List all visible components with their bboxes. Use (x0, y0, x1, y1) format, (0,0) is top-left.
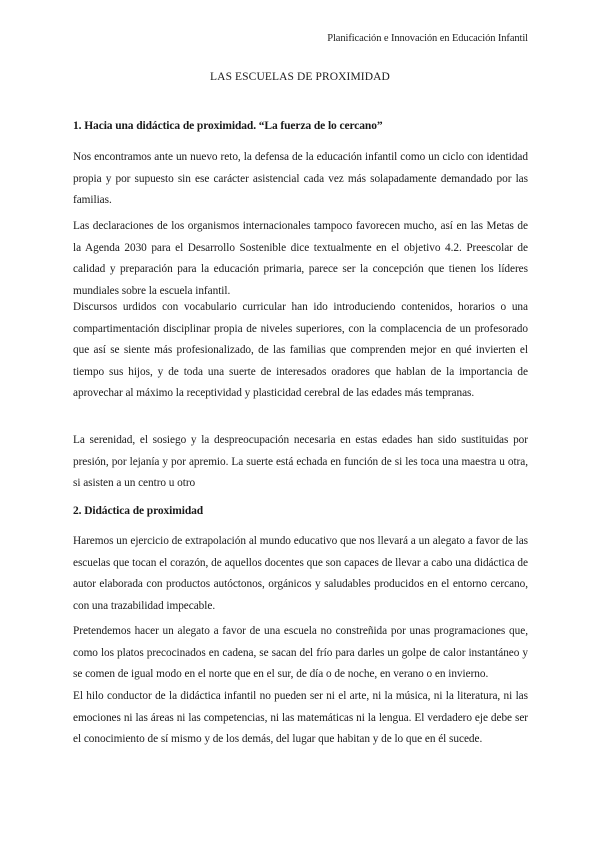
section-1-paragraph-4: La serenidad, el sosiego y la despreocupación necesaria en estas edades han sido sustituidas por presión, por lejanía y por apremio. La suerte está echada en función de si les toca una maestra u otra, si asisten a un centro u otro (73, 434, 528, 489)
document-title: LAS ESCUELAS DE PROXIMIDAD (210, 71, 390, 83)
section-2-heading: 2. Didáctica de proximidad (73, 505, 204, 517)
section-2-paragraph-2: Pretendemos hacer un alegato a favor de una escuela no constreñida por unas programaciones que, como los platos precocinados en cadena, se sacan del frío para darles un golpe de calor instantáneo y se comen de igual modo en el norte que en el sur, de día o de noche, en verano o en invierno. (73, 625, 528, 680)
section-2-paragraph-1: Haremos un ejercicio de extrapolación al mundo educativo que nos llevará a un alegato a favor de las escuelas que tocan el corazón, de aquellos docentes que son capaces de llevar a cabo una didáctica de autor elaborada con productos autóctonos, orgánicos y saludables producidos en el entorno cercano, con una trazabilidad impecable. (73, 535, 528, 612)
section-1-paragraph-2: Las declaraciones de los organismos internacionales tampoco favorecen mucho, así en las Metas de la Agenda 2030 para el Desarrollo Sostenible dice textualmente en el objetivo 4.2. Preescolar de calidad y preparación para la educación primaria, parece ser la concepción que tienen los líderes mundiales sobre la escuela infantil. (73, 220, 528, 297)
section-2-paragraph-3: El hilo conductor de la didáctica infantil no pueden ser ni el arte, ni la música, ni la literatura, ni las emociones ni las áreas ni las competencias, ni las matemáticas ni la lengua. El verdadero eje debe ser el conocimiento de sí mismo y de los demás, del lugar que habitan y de lo que en él sucede. (73, 690, 528, 745)
section-1-paragraph-3: Discursos urdidos con vocabulario curricular han ido introduciendo contenidos, horarios o una compartimentación disciplinar propia de niveles superiores, con la complacencia de un profesorado que así se siente más profesionalizado, de las familias que comprenden mejor en qué invierten el tiempo sus hijos, y de toda una suerte de interesados oradores que hablan de la importancia de aprovechar al máximo la receptividad y plasticidad cerebral de las edades más tempranas. (73, 301, 528, 399)
section-1-heading: 1. Hacia una didáctica de proximidad. “La fuerza de lo cercano” (73, 120, 383, 132)
section-1-paragraph-1: Nos encontramos ante un nuevo reto, la defensa de la educación infantil como un ciclo con identidad propia y por supuesto sin ese carácter asistencial cada vez más solapadamente demandado por las familias. (73, 151, 528, 206)
running-header: Planificación e Innovación en Educación Infantil (327, 33, 528, 44)
